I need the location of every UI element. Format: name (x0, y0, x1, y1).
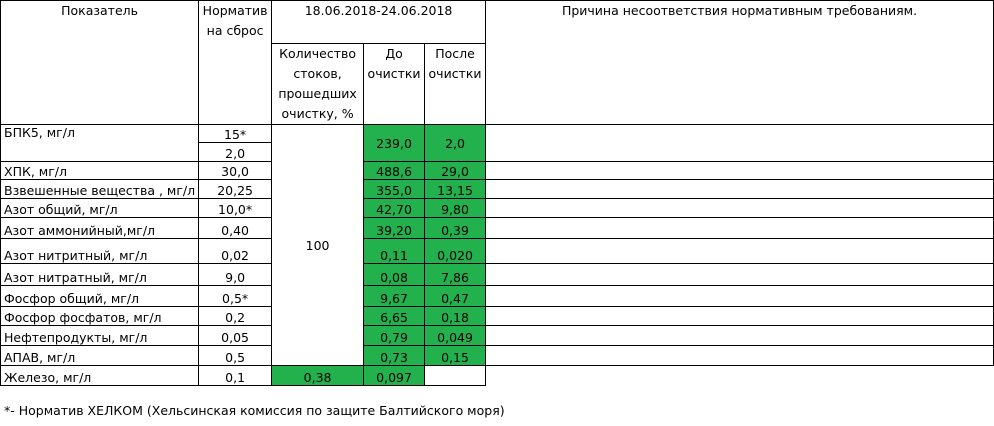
row-reason (486, 307, 994, 326)
row-norm: 0,2 (199, 307, 272, 326)
row-before: 39,20 (364, 218, 425, 239)
table-row (1, 239, 994, 264)
row-reason (486, 286, 994, 307)
row-norm: 0,5* (199, 286, 272, 307)
table-row (1, 346, 994, 366)
row-name: Фосфор фосфатов, мг/л (1, 307, 199, 326)
row-before: 0,38 (272, 366, 364, 386)
row-before: 9,67 (364, 286, 425, 307)
row-before: 0,11 (364, 239, 425, 264)
row-before: 355,0 (364, 180, 425, 199)
row-norm: 0,1 (199, 366, 272, 386)
row-after: 0,39 (425, 218, 486, 239)
row-norm: 0,05 (199, 326, 272, 346)
row-norm: 0,02 (199, 239, 272, 264)
row-after: 0,47 (425, 286, 486, 307)
table-row (1, 326, 994, 346)
row-reason (486, 125, 994, 162)
row-after: 29,0 (425, 162, 486, 180)
row-norm: 20,25 (199, 180, 272, 199)
header-period: 18.06.2018-24.06.2018 (272, 1, 486, 44)
row-norm: 30,0 (199, 162, 272, 180)
table-row (1, 125, 994, 143)
header-norm: Норматив на сброс (199, 1, 272, 125)
row-after: 2,0 (425, 125, 486, 162)
row-name: Железо, мг/л (1, 366, 199, 386)
row-name: Азот общий, мг/л (1, 199, 199, 218)
row-reason (486, 346, 994, 366)
row-before: 0,79 (364, 326, 425, 346)
row-reason (486, 162, 994, 180)
row-reason (486, 180, 994, 199)
table-row (1, 366, 994, 386)
row-after: 0,097 (364, 366, 425, 386)
row-after: 13,15 (425, 180, 486, 199)
row-name: Фосфор общий, мг/л (1, 286, 199, 307)
header-indicator: Показатель (1, 1, 199, 125)
row-name: Азот нитратный, мг/л (1, 264, 199, 286)
header-before: До очистки (364, 44, 425, 125)
row-norm: 2,0 (199, 143, 272, 162)
row-reason (425, 366, 486, 386)
row-reason (486, 218, 994, 239)
table-row (1, 162, 994, 180)
row-after: 0,049 (425, 326, 486, 346)
row-name: ХПК, мг/л (1, 162, 199, 180)
row-reason (486, 199, 994, 218)
row-after: 0,15 (425, 346, 486, 366)
row-after: 7,86 (425, 264, 486, 286)
row-norm: 15* (199, 125, 272, 143)
row-norm: 9,0 (199, 264, 272, 286)
table-row (1, 199, 994, 218)
row-name: Азот нитритный, мг/л (1, 239, 199, 264)
row-after: 0,18 (425, 307, 486, 326)
table-row (1, 218, 994, 239)
row-before: 0,08 (364, 264, 425, 286)
row-before: 0,73 (364, 346, 425, 366)
row-norm: 0,40 (199, 218, 272, 239)
row-norm: 10,0* (199, 199, 272, 218)
table-row (1, 307, 994, 326)
row-reason (486, 326, 994, 346)
row-before: 239,0 (364, 125, 425, 162)
row-name: Азот аммонийный,мг/л (1, 218, 199, 239)
row-after: 9,80 (425, 199, 486, 218)
row-before: 488,6 (364, 162, 425, 180)
row-before: 42,70 (364, 199, 425, 218)
row-name: Взвешенные вещества , мг/л (1, 180, 199, 199)
row-name: БПК5, мг/л (1, 125, 199, 162)
row-norm: 0,5 (199, 346, 272, 366)
header-flow: Количество стоков, прошедших очистку, % (272, 44, 364, 125)
table-row (1, 286, 994, 307)
row-after: 0,020 (425, 239, 486, 264)
table-row (1, 264, 994, 286)
footnote: *- Норматив ХЕЛКОМ (Хельсинская комиссия по защите Балтийского моря) (4, 403, 505, 418)
header-after: После очистки (425, 44, 486, 125)
flow-value: 100 (272, 125, 364, 366)
row-name: АПАВ, мг/л (1, 346, 199, 366)
table-row (1, 180, 994, 199)
row-before: 6,65 (364, 307, 425, 326)
row-reason (486, 264, 994, 286)
row-reason (486, 239, 994, 264)
header-reason: Причина несоответствия нормативным требованиям. (486, 1, 994, 125)
row-name: Нефтепродукты, мг/л (1, 326, 199, 346)
